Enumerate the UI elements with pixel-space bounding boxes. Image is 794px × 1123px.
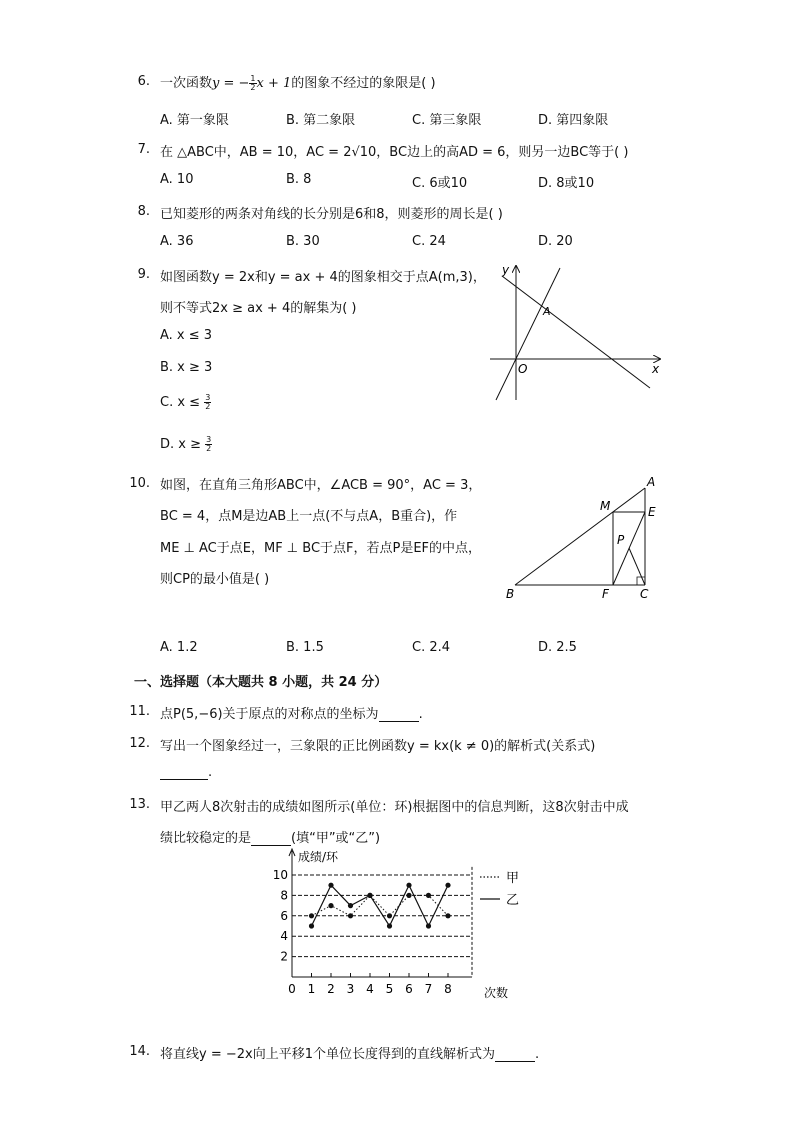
q10-label-m: M bbox=[600, 499, 611, 513]
q7-number: 7. bbox=[137, 142, 150, 157]
chart-x-tick-label: 7 bbox=[424, 982, 433, 996]
q10-label-a: A bbox=[647, 475, 656, 489]
q6-number: 6. bbox=[137, 74, 150, 89]
chart-data-point-series-2 bbox=[406, 883, 411, 888]
chart-data-point-series-2 bbox=[348, 903, 353, 908]
q6-option-a: A. 第一象限 bbox=[160, 113, 229, 128]
q10-stem-line4: 则CP的最小值是( ) bbox=[160, 572, 270, 587]
q14-number: 14. bbox=[129, 1044, 150, 1059]
q8-number: 8. bbox=[137, 204, 150, 219]
chart-data-point-series-1 bbox=[387, 913, 392, 918]
q6-option-d: D. 第四象限 bbox=[538, 113, 609, 128]
q8-option-a: A. 36 bbox=[160, 234, 194, 249]
chart-x-tick-label: 5 bbox=[385, 982, 394, 996]
q10-number: 10. bbox=[129, 476, 150, 491]
q6-stem bbox=[160, 72, 436, 92]
q10-option-a: A. 1.2 bbox=[160, 640, 198, 655]
chart-x-tick-label: 1 bbox=[307, 982, 316, 996]
chart-data-point-series-2 bbox=[367, 893, 372, 898]
chart-x-tick-label: 6 bbox=[405, 982, 413, 996]
chart-data-point-series-2 bbox=[328, 883, 333, 888]
q10-option-b: B. 1.5 bbox=[286, 640, 324, 655]
q13-stem-line2: 绩比较稳定的是 (填“甲”或“乙”) bbox=[160, 831, 381, 846]
chart-legend-label: 甲 bbox=[506, 871, 520, 886]
q7-option-c: C. 6或10 bbox=[412, 176, 468, 191]
q11-answer-blank[interactable] bbox=[379, 709, 419, 722]
q10-option-d: D. 2.5 bbox=[538, 640, 577, 655]
q9-option-b: B. x ≥ 3 bbox=[160, 360, 213, 375]
q9-option-c: C. x ≤ $\frac{3}{2}$ bbox=[160, 393, 211, 411]
q8-stem: 已知菱形的两条对角线的长分别是6和8，则菱形的周长是( ) bbox=[160, 207, 503, 222]
q7-option-b: B. 8 bbox=[286, 172, 312, 187]
chart-y-tick-label: 2 bbox=[280, 949, 288, 964]
q8-option-b: B. 30 bbox=[286, 234, 320, 249]
chart-x-tick-label: 2 bbox=[327, 982, 335, 996]
q7-option-d: D. 8或10 bbox=[538, 176, 595, 191]
chart-x-tick-label: 3 bbox=[346, 982, 355, 996]
q8-option-c: C. 24 bbox=[412, 234, 446, 249]
q10-option-c: C. 2.4 bbox=[412, 640, 451, 655]
q8-option-d: D. 20 bbox=[538, 234, 573, 249]
chart-data-point-series-1 bbox=[309, 913, 314, 918]
q12-stem: 写出一个图象经过一，三象限的正比例函数y = kx(k ≠ 0)的解析式(关系式) bbox=[160, 739, 596, 754]
q6-formula-b: x + 1 bbox=[256, 76, 292, 91]
q10-label-c: C bbox=[640, 587, 649, 601]
q10-stem-line2: BC = 4，点M是边AB上一点(不与点A，B重合)，作 bbox=[160, 509, 458, 524]
q7-stem: 在 △ABC中，AB = 10，AC = 2√10，BC边上的高AD = 6，则另一边BC等于( ) bbox=[160, 145, 629, 160]
q10-figure bbox=[500, 474, 670, 604]
chart-data-point-series-1 bbox=[445, 913, 450, 918]
chart-data-point-series-2 bbox=[426, 923, 431, 928]
q14-stem: 将直线y = −2x向上平移1个单位长度得到的直线解析式为 . bbox=[160, 1047, 540, 1062]
q9-option-c-fraction: $\frac{3}{2}$ bbox=[205, 393, 211, 411]
q10-label-b: B bbox=[506, 587, 515, 601]
q7-option-a: A. 10 bbox=[160, 172, 194, 187]
chart-x-tick-label: 8 bbox=[444, 982, 452, 996]
section-heading: 一、选择题（本大题共 8 小题，共 24 分） bbox=[134, 675, 388, 690]
q9-x-label: x bbox=[652, 362, 660, 376]
q9-y-label: y bbox=[502, 263, 510, 277]
q6-text-b: 的图象不经过的象限是( ) bbox=[291, 76, 436, 91]
q6-text-a: 一次函数 bbox=[160, 76, 213, 91]
chart-data-point-series-2 bbox=[445, 883, 450, 888]
q13-chart bbox=[270, 845, 540, 1005]
q9-figure bbox=[480, 258, 670, 406]
chart-data-point-series-1 bbox=[426, 893, 431, 898]
q13-stem-line1: 甲乙两人8次射击的成绩如图所示(单位：环)根据图中的信息判断，这8次射击中成 bbox=[160, 800, 629, 815]
chart-y-label: 成绩/环 bbox=[298, 850, 339, 864]
q9-option-d: D. x ≥ $\frac{3}{2}$ bbox=[160, 435, 212, 453]
q12-answer-blank[interactable] bbox=[160, 767, 208, 780]
q9-origin-label: O bbox=[518, 362, 528, 376]
q6-option-c: C. 第三象限 bbox=[412, 113, 482, 128]
chart-data-point-series-2 bbox=[387, 923, 392, 928]
q9-number: 9. bbox=[137, 267, 150, 282]
q9-stem-line1: 如图函数y = 2x和y = ax + 4的图象相交于点A(m,3)， bbox=[160, 270, 486, 285]
chart-y-tick-label: 6 bbox=[280, 908, 288, 923]
q11-number: 11. bbox=[129, 704, 150, 719]
chart-y-tick-label: 10 bbox=[272, 868, 288, 882]
q11-stem: 点P(5,−6)关于原点的对称点的坐标为 . bbox=[160, 707, 423, 722]
q9-option-d-fraction: $\frac{3}{2}$ bbox=[206, 435, 212, 453]
chart-x-tick-label: 4 bbox=[366, 982, 374, 996]
chart-data-point-series-1 bbox=[348, 913, 353, 918]
q10-stem-line1: 如图，在直角三角形ABC中，∠ACB = 90°，AC = 3， bbox=[160, 478, 482, 493]
chart-x-tick-label: 0 bbox=[288, 982, 296, 996]
q10-label-e: E bbox=[648, 505, 656, 519]
chart-y-tick-label: 4 bbox=[280, 929, 288, 944]
q9-line-y2x bbox=[496, 268, 560, 400]
chart-x-label: 次数 bbox=[484, 986, 509, 1000]
q9-option-a: A. x ≤ 3 bbox=[160, 328, 213, 343]
q9-point-label: A bbox=[543, 305, 551, 318]
chart-legend-label: 乙 bbox=[506, 893, 520, 908]
q6-formula-a: y = − bbox=[212, 76, 250, 91]
q6-fraction: $\frac{1}{2}$ bbox=[250, 74, 256, 92]
q14-answer-blank[interactable] bbox=[495, 1049, 535, 1062]
q12-answer-line: . bbox=[160, 765, 212, 780]
chart-data-point-series-2 bbox=[309, 923, 314, 928]
q13-number: 13. bbox=[129, 797, 150, 812]
q6-option-b: B. 第二象限 bbox=[286, 113, 356, 128]
q10-stem-line3: ME ⊥ AC于点E，MF ⊥ BC于点F，若点P是EF的中点， bbox=[160, 541, 482, 556]
q9-stem-line2: 则不等式2x ≥ ax + 4的解集为( ) bbox=[160, 301, 357, 316]
chart-data-point-series-1 bbox=[328, 903, 333, 908]
q10-label-f: F bbox=[602, 587, 609, 601]
chart-data-point-series-1 bbox=[406, 893, 411, 898]
chart-y-tick-label: 8 bbox=[280, 888, 288, 903]
q10-label-p: P bbox=[617, 533, 625, 547]
q12-number: 12. bbox=[129, 736, 150, 751]
q10-side-ba bbox=[515, 488, 645, 585]
